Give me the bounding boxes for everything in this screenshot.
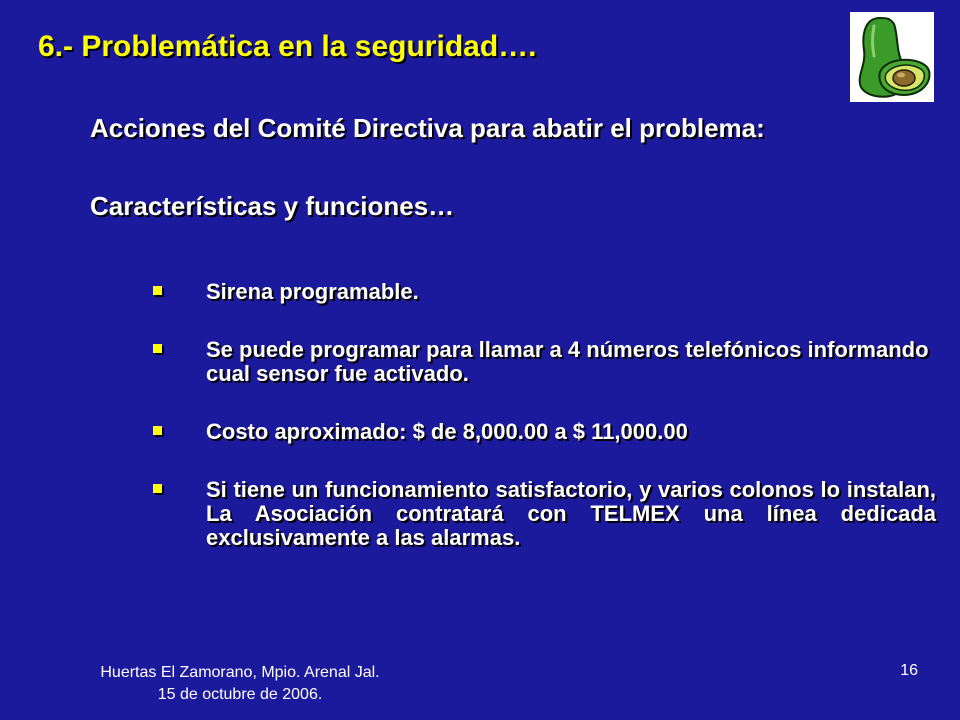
bullet-item [150, 420, 936, 444]
bullet-text: Si tiene un funcionamiento satisfactorio, y varios colonos lo instalan, La Asociación contratará con TELMEX una línea dedicada exclusivamente a las alarmas. [206, 477, 936, 550]
bullet-text: Costo aproximado: $ de 8,000.00 a $ 11,000.00 [206, 419, 688, 444]
subtitle-actions: Acciones del Comité Directiva para abatir el problema: [90, 113, 765, 143]
slide-title: 6.- Problemática en la seguridad…. [38, 30, 537, 63]
bullet-item [150, 338, 936, 386]
bullet-item [150, 280, 936, 304]
page-number: 16 [900, 662, 918, 679]
bullet-text: Se puede programar para llamar a 4 números telefónicos informando cual sensor fue activado. [206, 337, 929, 386]
square-bullet-icon [153, 286, 162, 295]
bullet-text: Sirena programable. [206, 279, 419, 304]
square-bullet-icon [153, 484, 162, 493]
bullet-list [150, 280, 936, 584]
footer-line-2: 15 de octubre de 2006. [157, 686, 323, 703]
square-bullet-icon [153, 426, 162, 435]
footer-line-1: Huertas El Zamorano, Mpio. Arenal Jal. [100, 664, 380, 681]
bullet-item [150, 478, 936, 550]
subtitle-features: Características y funciones… [90, 191, 455, 221]
avocado-icon [850, 12, 934, 102]
avocado-logo [850, 12, 934, 102]
square-bullet-icon [153, 344, 162, 353]
footer-location [60, 662, 420, 706]
